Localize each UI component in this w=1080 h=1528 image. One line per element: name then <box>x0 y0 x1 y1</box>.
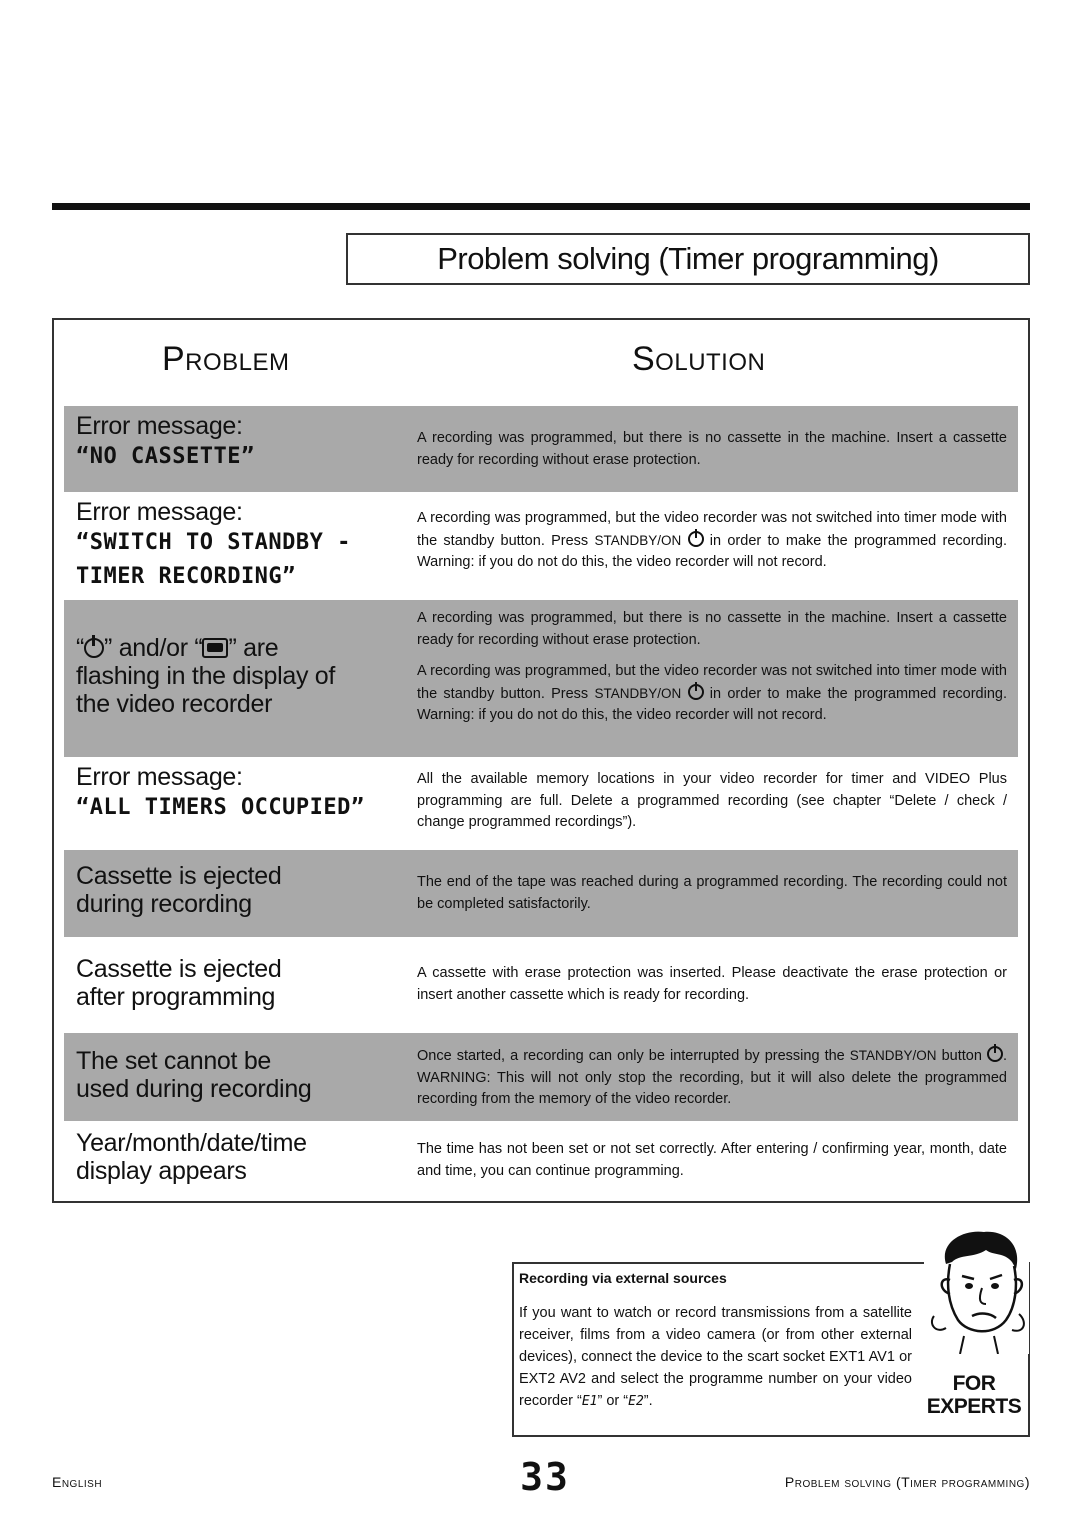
problem-text: ” are <box>228 634 279 662</box>
solution-text: . WARNING: This will not only stop the recording, but it will also delete the programmed recording from the memory of the video recorder. <box>417 1048 1007 1107</box>
solution-cell <box>417 608 1007 727</box>
problem-cell <box>76 634 416 718</box>
power-icon <box>688 684 704 700</box>
experts-text-part: If you want to watch or record transmissions from a satellite receiver, films from a video camera (or from other external devices), connect the device to the scart socket <box>519 1305 912 1365</box>
solution-text: A recording was programmed, but the video recorder was not switched into timer mode with the standby button. Press <box>417 663 1007 702</box>
cassette-icon <box>202 638 228 658</box>
problem-cell <box>76 955 416 1011</box>
experts-text <box>519 1302 912 1413</box>
socket-label: EXT1 AV1 <box>828 1349 895 1365</box>
problem-solution-table <box>52 318 1030 1203</box>
experts-text-part: and select the programme number on your video recorder “ <box>519 1371 912 1409</box>
table-row <box>64 600 1018 757</box>
footer-section-title: Problem solving (Timer programming) <box>784 1474 1030 1490</box>
problem-cell <box>76 412 416 474</box>
footer-language: English <box>52 1474 103 1490</box>
solution-text: A recording was programmed, but the video recorder was not switched into timer mode with the standby button. Press <box>417 510 1007 549</box>
badge-line: EXPERTS <box>926 1395 1022 1418</box>
table-row <box>64 1033 1018 1121</box>
error-message: “SWITCH TO STANDBY - <box>76 530 351 555</box>
table-row <box>64 937 1018 1033</box>
for-experts-box <box>512 1262 1030 1437</box>
problem-text: after programming <box>76 983 276 1011</box>
solution-text: A recording was programmed, but there is no cassette in the machine. Insert a cassette ready for recording without erase protection. <box>417 610 1007 648</box>
problem-cell <box>76 763 436 825</box>
socket-label: EXT2 AV2 <box>519 1371 586 1387</box>
solution-text: in order to make the programmed recording. Warning: if you do not do this, the video recorder will not record. <box>417 685 1007 723</box>
solution-cell <box>417 1045 1007 1111</box>
error-message: “NO CASSETTE” <box>76 444 255 469</box>
solution-cell: The time has not been set or not set correctly. After entering / confirming year, month, date and time, you can continue programming. <box>417 1141 1007 1179</box>
problem-text: ” and/or “ <box>104 634 203 662</box>
problem-cell <box>76 862 416 918</box>
standby-key-label: STANDBY/ON <box>594 685 682 701</box>
quote-mark: “ <box>76 634 85 662</box>
problem-text: Cassette is ejected <box>76 862 282 890</box>
solution-cell: A recording was programmed, but there is no cassette in the machine. Insert a cassette ready for recording without erase protection. <box>417 430 1007 468</box>
problem-label: Error message: <box>76 763 243 791</box>
page-title-box <box>346 233 1030 285</box>
standby-key-label: STANDBY/ON <box>594 532 682 548</box>
problem-text: during recording <box>76 890 252 918</box>
table-row <box>64 757 1018 850</box>
problem-label: Error message: <box>76 412 243 440</box>
solution-cell: A cassette with erase protection was inserted. Please deactivate the erase protection or insert another cassette which is ready for recording. <box>417 965 1007 1003</box>
solution-text <box>417 661 1007 727</box>
badge-line: FOR <box>952 1372 996 1395</box>
problem-text: the video recorder <box>76 690 273 718</box>
solution-column-header: Solution <box>632 340 766 378</box>
power-icon <box>987 1046 1003 1062</box>
problem-cell <box>76 1047 416 1103</box>
solution-cell <box>417 508 1007 574</box>
table-row <box>64 1121 1018 1197</box>
solution-text: in order to make the programmed recording. Warning: if you do not do this, the video recorder will not record. <box>417 532 1007 570</box>
problem-text: flashing in the display of <box>76 662 336 690</box>
power-icon <box>688 531 704 547</box>
top-rule <box>52 203 1030 210</box>
problem-cell <box>76 1129 416 1185</box>
problem-cell <box>76 498 416 594</box>
table-row <box>64 850 1018 937</box>
expert-face-icon <box>924 1224 1029 1354</box>
solution-cell: All the available memory locations in your video recorder for timer and VIDEO Plus programming are full. Delete a programmed recording (see chapter “Delete / check / change programmed recordings”). <box>417 771 1007 830</box>
experts-heading: Recording via external sources <box>519 1270 727 1286</box>
problem-label: Error message: <box>76 498 243 526</box>
table-row <box>64 406 1018 492</box>
problem-text: Year/month/date/time <box>76 1129 307 1157</box>
solution-text: button <box>936 1048 987 1064</box>
experts-text-part: or <box>894 1349 912 1365</box>
error-message: TIMER RECORDING” <box>76 564 296 589</box>
table-row <box>64 492 1018 600</box>
experts-text-part: ” or “ <box>597 1393 629 1409</box>
error-message: “ALL TIMERS OCCUPIED” <box>76 795 365 820</box>
problem-column-header: Problem <box>162 340 290 378</box>
problem-text: The set cannot be <box>76 1047 272 1075</box>
page-number: 33 <box>520 1455 570 1499</box>
solution-text: Once started, a recording can only be interrupted by pressing the <box>417 1048 850 1064</box>
experts-text-part: ”. <box>643 1393 653 1409</box>
solution-cell: The end of the tape was reached during a programmed recording. The recording could not be completed satisfactorily. <box>417 874 1007 912</box>
lcd-display-text: E2 <box>628 1394 644 1409</box>
power-icon <box>84 638 104 658</box>
problem-text: used during recording <box>76 1075 312 1103</box>
page-title: Problem solving (Timer programming) <box>437 241 939 276</box>
lcd-display-text: E1 <box>581 1394 598 1409</box>
problem-text: Cassette is ejected <box>76 955 282 983</box>
for-experts-badge <box>919 1372 1029 1418</box>
standby-key-label: STANDBY/ON <box>849 1048 937 1063</box>
problem-text: display appears <box>76 1157 247 1185</box>
